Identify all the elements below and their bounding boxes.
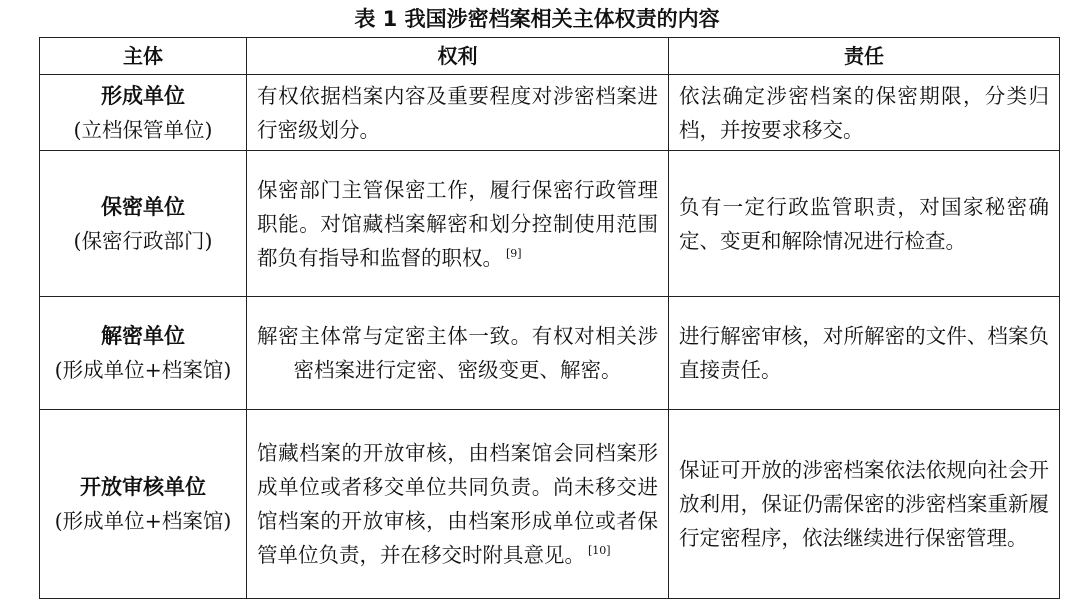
- header-duty: 责任: [669, 38, 1060, 75]
- duty-cell: [669, 410, 1060, 599]
- subject-note: (保密行政部门): [73, 228, 213, 253]
- duty-text: 进行解密审核，对所解密的文件、档案负直接责任。: [679, 324, 1049, 383]
- rights-cell: [247, 75, 669, 151]
- citation-ref: [10]: [588, 544, 611, 558]
- citation-ref: [9]: [506, 247, 522, 261]
- rights-duties-table: [39, 37, 1060, 599]
- table-row: [40, 410, 1060, 599]
- rights-text: 保密部门主管保密工作，履行保密行政管理职能。对馆藏档案解密和划分控制使用范围都负有指导和监督的职权。: [257, 177, 658, 270]
- rights-text: 馆藏档案的开放审核，由档案馆会同档案形成单位或者移交单位共同负责。尚未移交进馆档案的开放审核，由档案形成单位或者保管单位负责，并在移交时附具意见。: [257, 441, 658, 568]
- subject-cell: [40, 151, 247, 297]
- table-caption: 表 1 我国涉密档案相关主体权责的内容: [354, 7, 720, 31]
- duty-text: 依法确定涉密档案的保密期限，分类归档，并按要求移交。: [679, 83, 1049, 142]
- subject-note: (形成单位+档案馆): [54, 509, 232, 534]
- subject-name: 开放审核单位: [80, 475, 206, 500]
- subject-note: (形成单位+档案馆): [54, 358, 232, 383]
- rights-cell: [247, 410, 669, 599]
- rights-cell: [247, 151, 669, 297]
- duty-cell: [669, 75, 1060, 151]
- duty-cell: [669, 297, 1060, 410]
- subject-note: (立档保管单位): [73, 117, 213, 142]
- header-rights: 权利: [247, 38, 669, 75]
- subject-cell: [40, 410, 247, 599]
- subject-cell: [40, 297, 247, 410]
- duty-text: 保证可开放的涉密档案依法依规向社会开放利用，保证仍需保密的涉密档案重新履行定密程序，依法继续进行保密管理。: [679, 458, 1049, 551]
- duty-text: 负有一定行政监管职责，对国家秘密确定、变更和解除情况进行检查。: [679, 194, 1049, 253]
- table-row: [40, 75, 1060, 151]
- rights-text: 解密主体常与定密主体一致。有权对相关涉密档案进行定密、密级变更、解密。: [257, 324, 658, 383]
- subject-name: 形成单位: [101, 83, 185, 108]
- table-row: [40, 297, 1060, 410]
- subject-name: 保密单位: [101, 194, 185, 219]
- subject-name: 解密单位: [101, 324, 185, 349]
- duty-cell: [669, 151, 1060, 297]
- table-row: [40, 151, 1060, 297]
- header-subject: 主体: [40, 38, 247, 75]
- subject-cell: [40, 75, 247, 151]
- table-header-row: [40, 38, 1060, 75]
- rights-cell: [247, 297, 669, 410]
- rights-text: 有权依据档案内容及重要程度对涉密档案进行密级划分。: [257, 83, 658, 142]
